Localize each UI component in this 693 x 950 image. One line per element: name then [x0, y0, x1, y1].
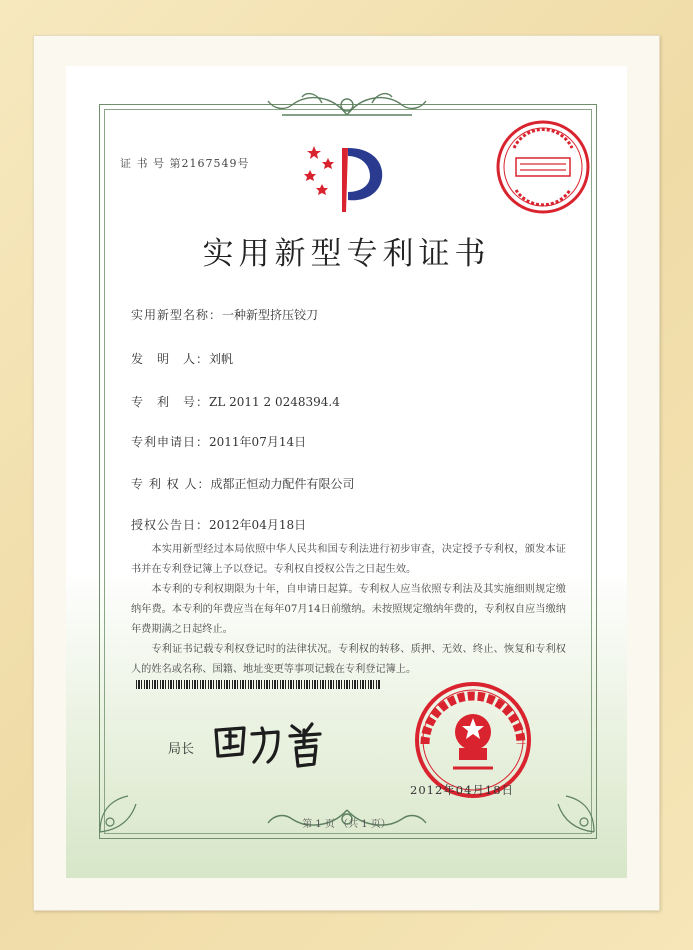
- agency-stamp: [494, 118, 592, 216]
- top-ornament: [262, 85, 432, 123]
- field-label: 专 利 权 人：: [131, 477, 211, 491]
- field-label: 专 利 号：: [131, 395, 210, 409]
- field-patentee: [131, 475, 354, 492]
- field-label: 实用新型名称：: [131, 308, 223, 322]
- field-label: 专利申请日：: [131, 435, 210, 449]
- field-patent-number: [131, 393, 340, 410]
- body-paragraph: 本实用新型经过本局依照中华人民共和国专利法进行初步审查，决定授予专利权，颁发本证书并在专利登记簿上予以登记。专利权自授权公告之日起生效。: [131, 544, 566, 575]
- field-inventor: [131, 350, 233, 367]
- seal-date: 2012年04月18日: [410, 783, 515, 797]
- director-label: 局长: [168, 742, 195, 757]
- field-value: 刘帆: [209, 352, 234, 366]
- field-application-date: [131, 433, 306, 450]
- field-value: 2011年07月14日: [209, 435, 307, 449]
- director-signature: [208, 712, 338, 774]
- field-grant-date: [131, 516, 306, 533]
- field-value: ZL 2011 2 0248394.4: [209, 395, 340, 409]
- field-label: 授权公告日：: [131, 518, 210, 532]
- field-value: 2012年04月18日: [209, 518, 307, 532]
- certificate-body-text: [131, 540, 566, 680]
- field-value: 一种新型挤压铰刀: [222, 308, 319, 322]
- patent-office-logo: [300, 140, 388, 218]
- field-label: 发 明 人：: [131, 352, 210, 366]
- body-paragraph: 本专利的专利权期限为十年，自申请日起算。专利权人应当依照专利法及其实施细则规定缴纳年费。本专利的年费应当在每年07月14日前缴纳。未按照规定缴纳年费的，专利权自应当缴纳年费期满之日起终止。: [131, 584, 566, 635]
- barcode: [136, 680, 381, 689]
- field-value: 成都正恒动力配件有限公司: [210, 477, 355, 491]
- body-paragraph: 专利证书记载专利权登记时的法律状况。专利权的转移、质押、无效、终止、恢复和专利权人的姓名或名称、国籍、地址变更等事项记载在专利登记簿上。: [131, 644, 566, 675]
- certificate-title: 实用新型专利证书: [202, 236, 491, 272]
- certificate-number: 证 书 号 第2167549号: [120, 157, 250, 170]
- page-number: 第 1 页 （共 1 页）: [302, 819, 391, 830]
- field-utility-model-name: [131, 306, 318, 323]
